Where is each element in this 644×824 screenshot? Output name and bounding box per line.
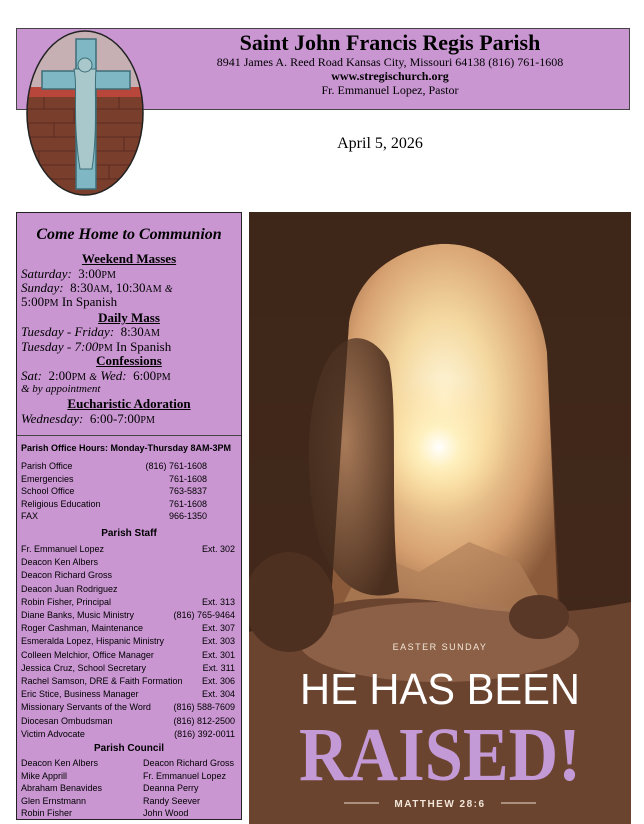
address-line: 8941 James A. Reed Road Kansas City, Missouri 64138 (816) 761-1608 [216, 55, 564, 69]
staff-ext: Ext. 301 [201, 649, 235, 660]
by-appointment-line: & by appointment [21, 383, 101, 395]
staff-name: Deacon Juan Rodriguez [21, 583, 118, 594]
poster-kicker: EASTER SUNDAY [392, 642, 488, 652]
staff-ext: (816) 812-2500 [173, 715, 235, 726]
contact-label: Religious Education [21, 498, 101, 509]
website-link[interactable]: www.stregischurch.org [331, 69, 449, 83]
council-member: Abraham Benavides [21, 783, 103, 794]
office-hours: Parish Office Hours: Monday-Thursday 8AM-3PM [21, 443, 232, 453]
parish-council-heading: Parish Council [93, 743, 164, 754]
council-member: Robin Fisher [21, 808, 73, 819]
sunday-line: Sunday: 8:30AM, 10:30AM & [21, 280, 173, 295]
staff-ext: Ext. 306 [201, 676, 235, 686]
council-member: Deanna Perry [143, 783, 199, 794]
confessions-line: Sat: 2:00PM & Wed: 6:00PM [21, 368, 171, 383]
contact-value: 763-5837 [168, 486, 207, 497]
staff-name: Roger Cashman, Maintenance [21, 623, 144, 634]
parish-logo [24, 29, 146, 197]
daily-mass-heading: Daily Mass [98, 310, 160, 325]
council-member: Deacon Ken Albers [21, 758, 99, 768]
staff-name: Esmeralda Lopez, Hispanic Ministry [21, 636, 165, 647]
staff-ext: (816) 588-7609 [173, 702, 235, 713]
contact-value: 761-1608 [168, 498, 207, 509]
adoration-heading: Eucharistic Adoration [67, 396, 191, 411]
sidebar-title: Come Home to Communion [36, 226, 222, 243]
easter-poster [249, 212, 631, 824]
staff-ext: Ext. 304 [201, 689, 235, 700]
staff-ext: Ext. 302 [201, 544, 235, 554]
council-member: Deacon Richard Gross [143, 758, 235, 768]
staff-name: Deacon Richard Gross [21, 570, 113, 581]
council-member: Randy Seever [143, 795, 201, 806]
weekend-masses-heading: Weekend Masses [81, 251, 177, 266]
contact-label: Emergencies [21, 473, 74, 484]
tomb-illustration [249, 212, 631, 824]
parish-name: Saint John Francis Regis Parish [239, 30, 541, 55]
bulletin-date: April 5, 2026 [337, 135, 423, 152]
staff-name: Robin Fisher, Principal [21, 596, 112, 607]
adoration-line: Wednesday: 6:00-7:00PM [21, 411, 155, 426]
staff-name: Deacon Ken Albers [21, 557, 99, 568]
tuesday-spanish-line: Tuesday - 7:00PM In Spanish [21, 339, 172, 354]
poster-verse: MATTHEW 28:6 [394, 799, 486, 810]
poster-line-1: HE HAS BEEN [300, 665, 580, 714]
poster-line-2: RAISED! [299, 713, 581, 797]
staff-ext: (816) 765-9464 [173, 610, 235, 620]
contact-label: School Office [21, 486, 75, 497]
contact-value: 761-1608 [168, 473, 207, 484]
parish-staff-heading: Parish Staff [101, 528, 157, 539]
staff-ext: Ext. 303 [201, 636, 235, 647]
staff-name: Colleen Melchior, Office Manager [21, 649, 154, 660]
council-member: John Wood [143, 808, 189, 819]
staff-ext: Ext. 313 [201, 596, 235, 607]
staff-name: Rachel Samson, DRE & Faith Formation [21, 676, 183, 686]
staff-ext: Ext. 311 [202, 662, 235, 673]
contact-label: FAX [21, 511, 39, 522]
staff-name: Diane Banks, Music Ministry [21, 610, 135, 620]
contact-label: Parish Office [21, 461, 73, 471]
staff-ext: Ext. 307 [201, 623, 235, 634]
saturday-line: Saturday: 3:00PM [21, 266, 116, 281]
council-member: Mike Apprill [21, 770, 68, 781]
council-member: Fr. Emmanuel Lopez [143, 770, 227, 781]
staff-name: Jessica Cruz, School Secretary [21, 662, 147, 673]
staff-name: Missionary Servants of the Word [21, 702, 151, 713]
confessions-heading: Confessions [96, 353, 162, 368]
header-text [150, 30, 630, 97]
sidebar [16, 212, 242, 820]
tuesday-friday-line: Tuesday - Friday: 8:30AM [21, 324, 160, 339]
staff-name: Fr. Emmanuel Lopez [21, 544, 105, 554]
pastor-line: Fr. Emmanuel Lopez, Pastor [321, 83, 459, 97]
contact-value: (816) 761-1608 [145, 461, 207, 471]
staff-ext: (816) 392-0011 [174, 728, 235, 739]
council-member: Glen Ernstmann [21, 795, 87, 806]
contact-value: 966-1350 [168, 511, 207, 522]
staff-name: Diocesan Ombudsman [21, 715, 113, 726]
staff-name: Victim Advocate [21, 728, 85, 739]
sunday-spanish-line: 5:00PM In Spanish [21, 294, 118, 309]
staff-name: Eric Stice, Business Manager [21, 689, 139, 700]
